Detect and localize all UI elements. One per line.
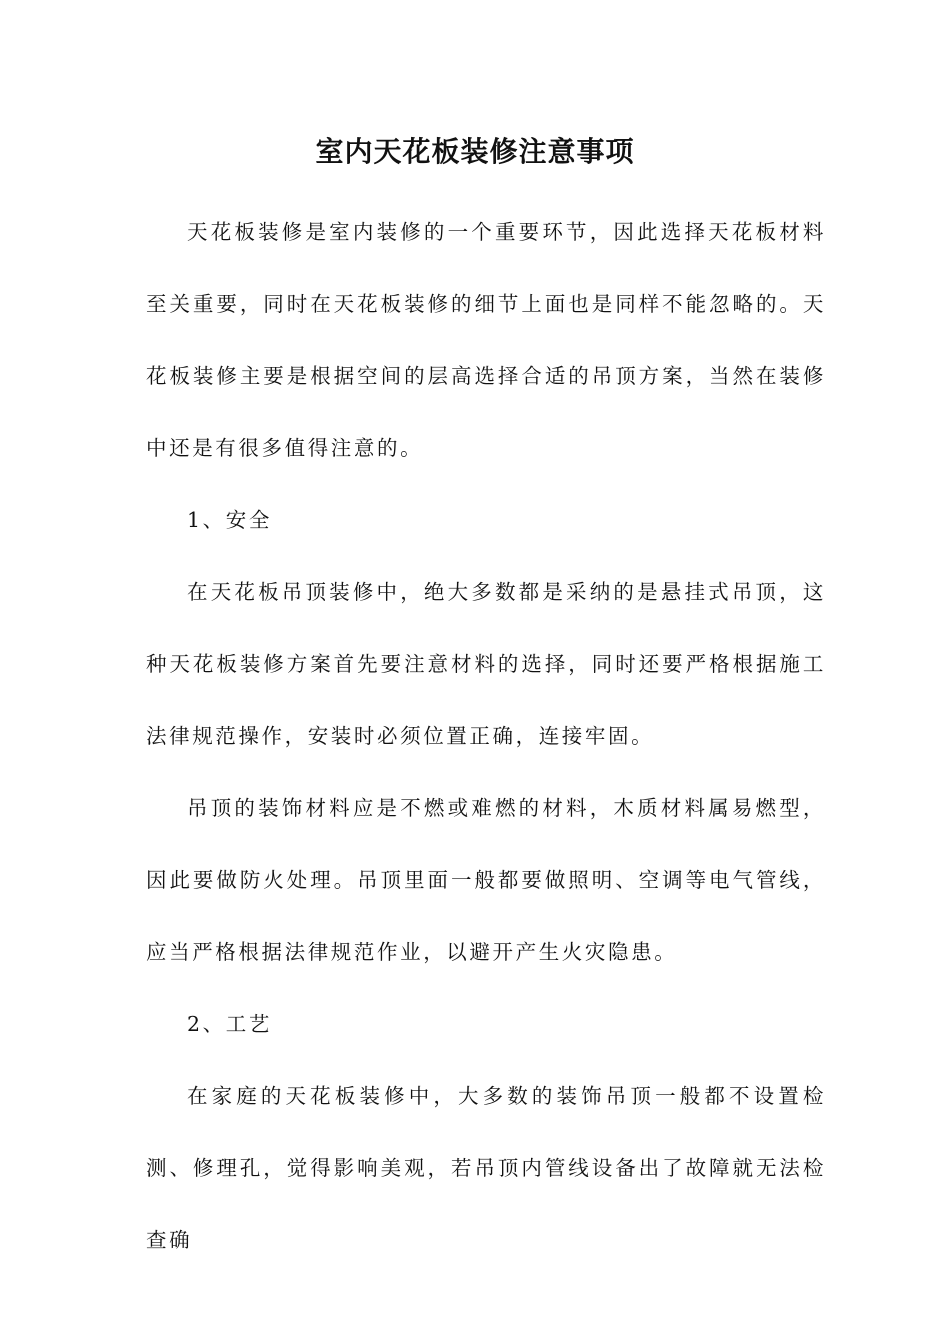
paragraph-safety-1: 在天花板吊顶装修中，绝大多数都是采纳的是悬挂式吊顶，这种天花板装修方案首先要注意材料的选择，同时还要严格根据施工法律规范操作，安装时必须位置正确，连接牢固。 [146, 580, 826, 748]
paragraph-safety-2: 吊顶的装饰材料应是不燃或难燃的材料，木质材料属易燃型，因此要做防火处理。吊顶里面一般都要做照明、空调等电气管线，应当严格根据法律规范作业，以避开产生火灾隐患。 [146, 796, 826, 964]
paragraph-craft-1: 在家庭的天花板装修中，大多数的装饰吊顶一般都不设置检测、修理孔，觉得影响美观，若吊顶内管线设备出了故障就无法检查确 [146, 1084, 826, 1252]
paragraph-intro: 天花板装修是室内装修的一个重要环节，因此选择天花板材料至关重要，同时在天花板装修的细节上面也是同样不能忽略的。天花板装修主要是根据空间的层高选择合适的吊顶方案，当然在装修中还是有很多值得注意的。 [146, 220, 826, 460]
section-heading-craft: 2、工艺 [187, 1012, 272, 1036]
document-title: 室内天花板装修注意事项 [315, 135, 635, 168]
section-heading-safety: 1、安全 [187, 508, 272, 532]
document-body [146, 196, 826, 1276]
